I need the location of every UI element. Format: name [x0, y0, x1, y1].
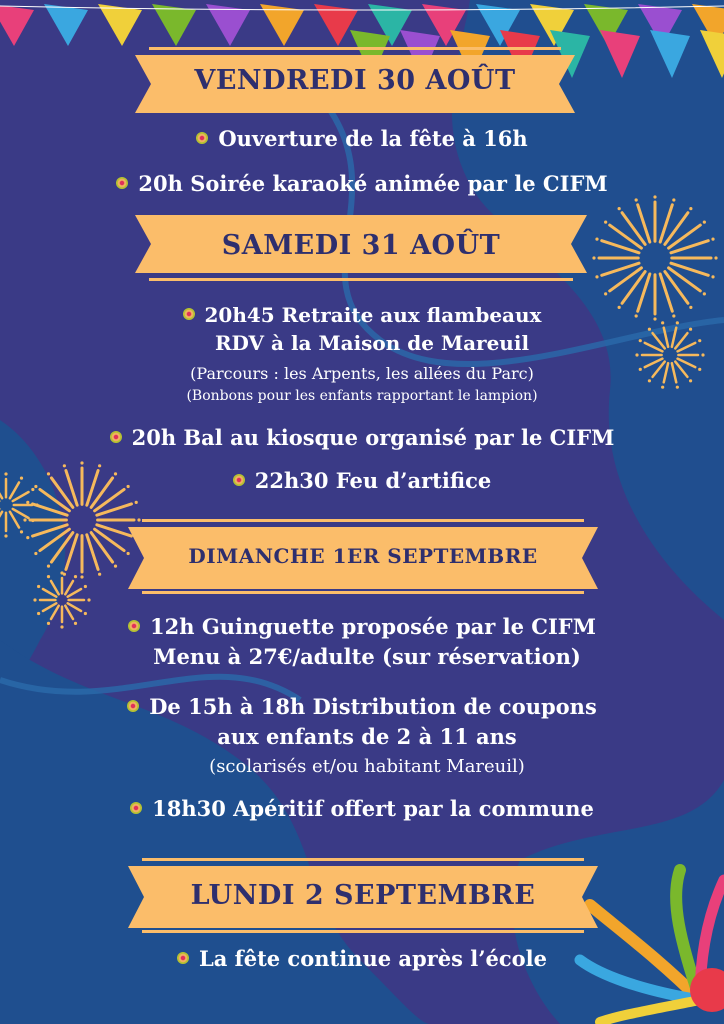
banner-saturday [135, 212, 587, 284]
event-item: 22h30 Feu d’artifice [0, 466, 724, 496]
event-item: 20h45 Retraite aux flambeaux RDV à la Maison de Mareuil [0, 301, 724, 357]
sun-bullet-icon [183, 308, 195, 320]
event-note: (Bonbons pour les enfants rapportant le lampion) [186, 388, 538, 404]
banner-sunday [128, 516, 598, 596]
event-item: 18h30 Apéritif offert par la commune [0, 794, 724, 824]
day-title: SAMEDI 31 AOÛT [221, 229, 501, 261]
event-item: La fête continue après l’école [0, 944, 724, 974]
sun-bullet-icon [127, 700, 139, 712]
sun-bullet-icon [177, 952, 189, 964]
event-item: Ouverture de la fête à 16h [0, 124, 724, 154]
day-title: LUNDI 2 SEPTEMBRE [190, 879, 536, 911]
sun-bullet-icon [110, 431, 122, 443]
sun-bullet-icon [116, 177, 128, 189]
day-title: VENDREDI 30 AOÛT [194, 64, 516, 96]
event-item: De 15h à 18h Distribution de coupons aux enfants de 2 à 11 ans (scolarisés et/ou habitant Mareuil) [0, 692, 724, 782]
sun-bullet-icon [130, 802, 142, 814]
sun-bullet-icon [128, 620, 140, 632]
day-title: DIMANCHE 1ER SEPTEMBRE [188, 544, 538, 568]
sun-bullet-icon [196, 132, 208, 144]
banner-monday [128, 855, 598, 935]
event-item: 12h Guinguette proposée par le CIFM Menu à 27€/adulte (sur réservation) [0, 612, 724, 672]
banner-friday [135, 44, 575, 116]
event-note: (Parcours : les Arpents, les allées du Parc) [190, 364, 534, 383]
sun-bullet-icon [233, 474, 245, 486]
event-item: 20h Soirée karaoké animée par le CIFM [0, 169, 724, 199]
event-item: 20h Bal au kiosque organisé par le CIFM [0, 423, 724, 453]
